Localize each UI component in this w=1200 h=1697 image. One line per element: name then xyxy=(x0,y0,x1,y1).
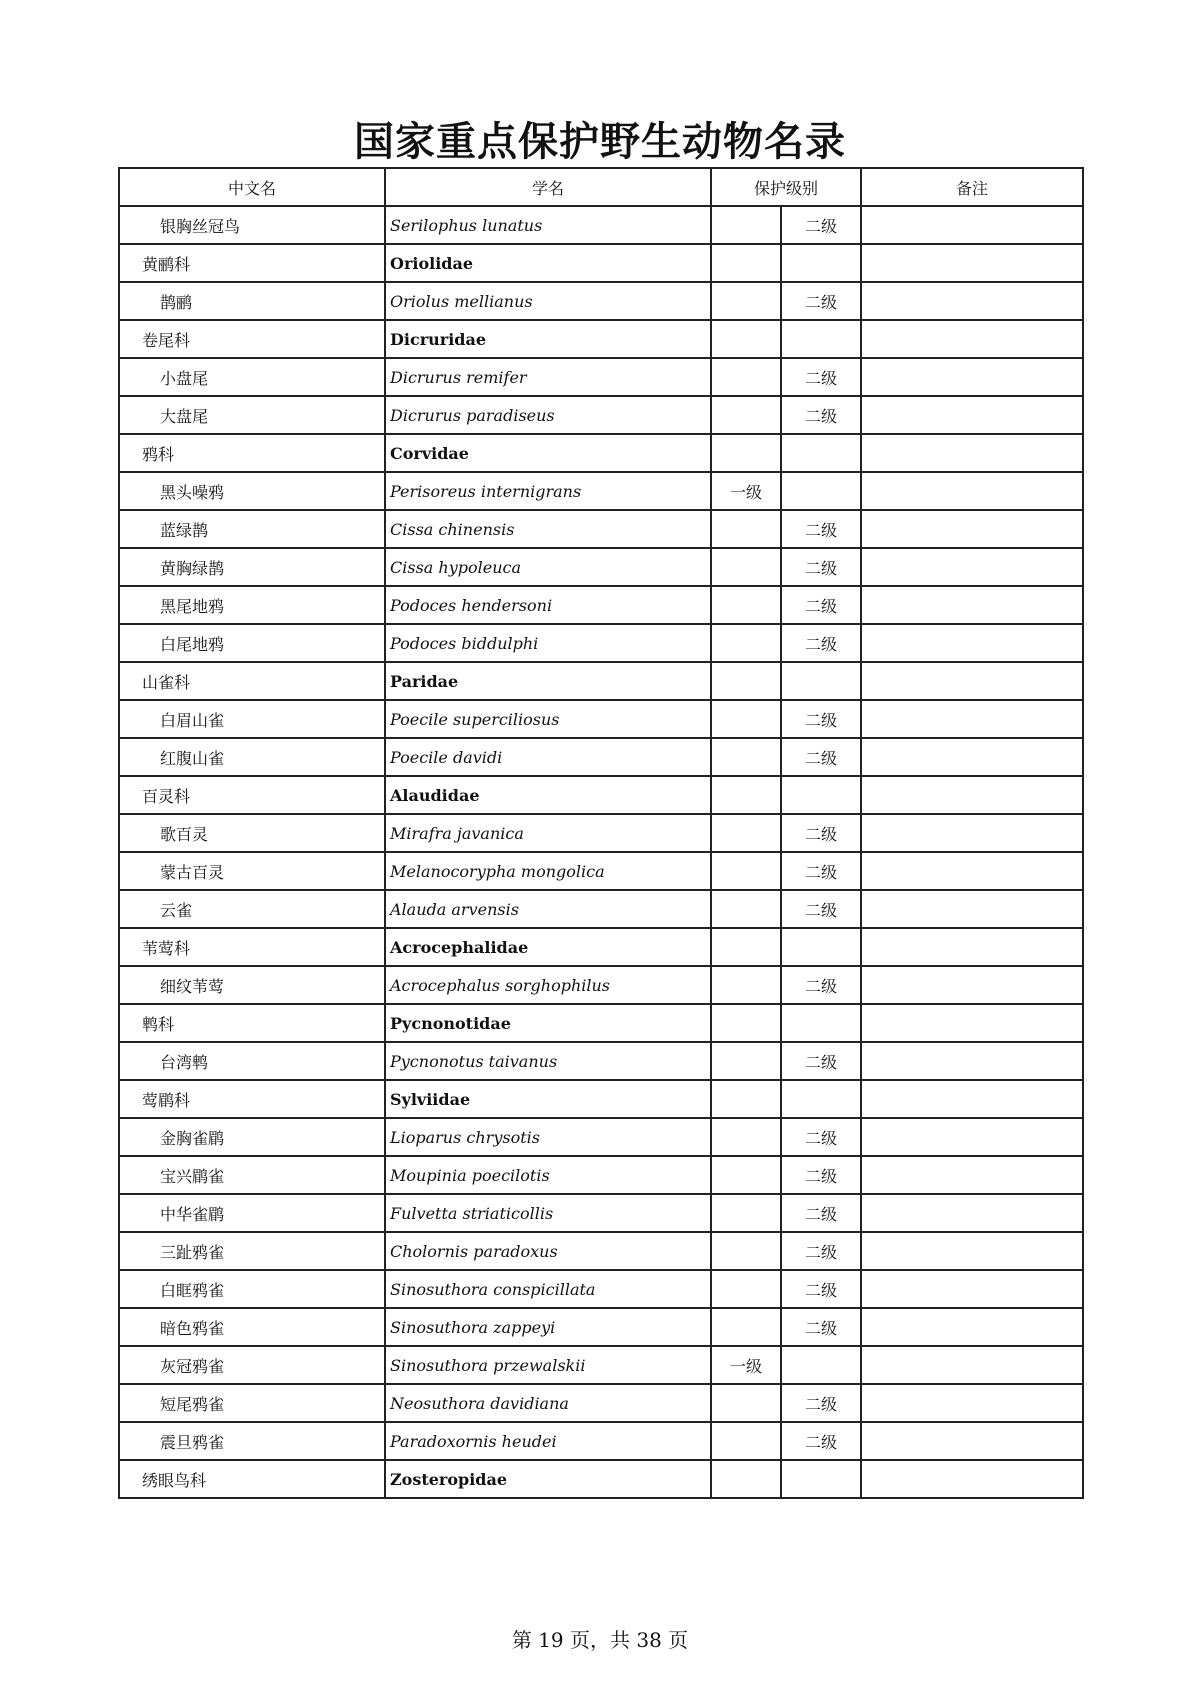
scientific-name-cell: Podoces hendersoni xyxy=(385,586,711,624)
family-row xyxy=(119,662,1083,700)
chinese-name-cell: 鹊鹂 xyxy=(119,282,385,320)
chinese-name-cell: 百灵科 xyxy=(119,776,385,814)
scientific-name-cell: Oriolidae xyxy=(385,244,711,282)
level-1-cell xyxy=(711,548,781,586)
chinese-name-cell: 细纹苇莺 xyxy=(119,966,385,1004)
level-1-cell xyxy=(711,1042,781,1080)
notes-cell xyxy=(861,966,1083,1004)
notes-cell xyxy=(861,586,1083,624)
notes-cell xyxy=(861,1004,1083,1042)
chinese-name-cell: 震旦鸦雀 xyxy=(119,1422,385,1460)
family-row xyxy=(119,928,1083,966)
level-1-cell xyxy=(711,1118,781,1156)
species-row xyxy=(119,510,1083,548)
notes-cell xyxy=(861,1460,1083,1498)
scientific-name-cell: Pycnonotidae xyxy=(385,1004,711,1042)
level-1-cell xyxy=(711,738,781,776)
level-2-cell xyxy=(781,1460,861,1498)
notes-cell xyxy=(861,548,1083,586)
species-row xyxy=(119,1346,1083,1384)
species-row xyxy=(119,358,1083,396)
species-row xyxy=(119,282,1083,320)
level-2-cell: 二级 xyxy=(781,814,861,852)
notes-cell xyxy=(861,624,1083,662)
scientific-name-cell: Sinosuthora zappeyi xyxy=(385,1308,711,1346)
level-1-cell xyxy=(711,890,781,928)
level-1-cell xyxy=(711,1270,781,1308)
level-2-cell: 二级 xyxy=(781,358,861,396)
family-row xyxy=(119,1080,1083,1118)
level-2-cell: 二级 xyxy=(781,1042,861,1080)
scientific-name-cell: Sylviidae xyxy=(385,1080,711,1118)
notes-cell xyxy=(861,320,1083,358)
scientific-name-cell: Cissa hypoleuca xyxy=(385,548,711,586)
scientific-name-cell: Cissa chinensis xyxy=(385,510,711,548)
level-2-cell: 二级 xyxy=(781,548,861,586)
scientific-name-cell: Alauda arvensis xyxy=(385,890,711,928)
family-row xyxy=(119,776,1083,814)
level-2-cell xyxy=(781,472,861,510)
level-2-cell: 二级 xyxy=(781,396,861,434)
level-2-cell: 二级 xyxy=(781,852,861,890)
scientific-name-cell: Acrocephalus sorghophilus xyxy=(385,966,711,1004)
level-2-cell: 二级 xyxy=(781,738,861,776)
chinese-name-cell: 灰冠鸦雀 xyxy=(119,1346,385,1384)
species-row xyxy=(119,396,1083,434)
chinese-name-cell: 中华雀鹛 xyxy=(119,1194,385,1232)
level-1-cell xyxy=(711,852,781,890)
level-1-cell xyxy=(711,1422,781,1460)
species-row xyxy=(119,1156,1083,1194)
level-1-cell xyxy=(711,624,781,662)
species-row xyxy=(119,738,1083,776)
level-2-cell: 二级 xyxy=(781,1422,861,1460)
chinese-name-cell: 黑头噪鸦 xyxy=(119,472,385,510)
notes-cell xyxy=(861,814,1083,852)
family-row xyxy=(119,320,1083,358)
chinese-name-cell: 三趾鸦雀 xyxy=(119,1232,385,1270)
notes-cell xyxy=(861,510,1083,548)
scientific-name-cell: Dicrurus paradiseus xyxy=(385,396,711,434)
notes-cell xyxy=(861,1422,1083,1460)
scientific-name-cell: Moupinia poecilotis xyxy=(385,1156,711,1194)
level-1-cell xyxy=(711,1194,781,1232)
level-1-cell xyxy=(711,358,781,396)
level-1-cell xyxy=(711,510,781,548)
notes-cell xyxy=(861,852,1083,890)
level-1-cell xyxy=(711,966,781,1004)
scientific-name-cell: Acrocephalidae xyxy=(385,928,711,966)
chinese-name-cell: 金胸雀鹛 xyxy=(119,1118,385,1156)
level-1-cell xyxy=(711,1080,781,1118)
level-1-cell xyxy=(711,662,781,700)
notes-cell xyxy=(861,396,1083,434)
scientific-name-cell: Paridae xyxy=(385,662,711,700)
level-2-cell: 二级 xyxy=(781,1156,861,1194)
scientific-name-cell: Cholornis paradoxus xyxy=(385,1232,711,1270)
chinese-name-cell: 大盘尾 xyxy=(119,396,385,434)
notes-cell xyxy=(861,472,1083,510)
level-1-cell xyxy=(711,206,781,244)
species-row xyxy=(119,1118,1083,1156)
level-1-cell xyxy=(711,434,781,472)
scientific-name-cell: Pycnonotus taivanus xyxy=(385,1042,711,1080)
notes-cell xyxy=(861,928,1083,966)
header-chinese-name: 中文名 xyxy=(119,168,385,206)
level-2-cell: 二级 xyxy=(781,1194,861,1232)
scientific-name-cell: Zosteropidae xyxy=(385,1460,711,1498)
chinese-name-cell: 黄鹂科 xyxy=(119,244,385,282)
level-2-cell: 二级 xyxy=(781,1270,861,1308)
species-row xyxy=(119,1422,1083,1460)
chinese-name-cell: 银胸丝冠鸟 xyxy=(119,206,385,244)
chinese-name-cell: 台湾鹎 xyxy=(119,1042,385,1080)
level-1-cell xyxy=(711,586,781,624)
level-2-cell xyxy=(781,244,861,282)
scientific-name-cell: Fulvetta striaticollis xyxy=(385,1194,711,1232)
scientific-name-cell: Serilophus lunatus xyxy=(385,206,711,244)
level-1-cell xyxy=(711,814,781,852)
level-2-cell: 二级 xyxy=(781,1384,861,1422)
chinese-name-cell: 宝兴鹛雀 xyxy=(119,1156,385,1194)
table-header xyxy=(119,168,1083,206)
chinese-name-cell: 蒙古百灵 xyxy=(119,852,385,890)
species-row xyxy=(119,966,1083,1004)
notes-cell xyxy=(861,1042,1083,1080)
level-2-cell xyxy=(781,320,861,358)
species-row xyxy=(119,1384,1083,1422)
scientific-name-cell: Melanocorypha mongolica xyxy=(385,852,711,890)
notes-cell xyxy=(861,1156,1083,1194)
family-row xyxy=(119,1004,1083,1042)
scientific-name-cell: Poecile superciliosus xyxy=(385,700,711,738)
level-2-cell: 二级 xyxy=(781,510,861,548)
scientific-name-cell: Neosuthora davidiana xyxy=(385,1384,711,1422)
level-2-cell: 二级 xyxy=(781,206,861,244)
species-row xyxy=(119,700,1083,738)
chinese-name-cell: 白眶鸦雀 xyxy=(119,1270,385,1308)
level-2-cell: 二级 xyxy=(781,282,861,320)
scientific-name-cell: Perisoreus internigrans xyxy=(385,472,711,510)
species-row xyxy=(119,624,1083,662)
notes-cell xyxy=(861,738,1083,776)
chinese-name-cell: 云雀 xyxy=(119,890,385,928)
notes-cell xyxy=(861,358,1083,396)
scientific-name-cell: Lioparus chrysotis xyxy=(385,1118,711,1156)
chinese-name-cell: 莺鹛科 xyxy=(119,1080,385,1118)
species-table xyxy=(118,167,1084,1499)
notes-cell xyxy=(861,1270,1083,1308)
chinese-name-cell: 歌百灵 xyxy=(119,814,385,852)
chinese-name-cell: 红腹山雀 xyxy=(119,738,385,776)
level-2-cell: 二级 xyxy=(781,966,861,1004)
level-2-cell xyxy=(781,928,861,966)
family-row xyxy=(119,434,1083,472)
level-2-cell: 二级 xyxy=(781,586,861,624)
level-2-cell xyxy=(781,1346,861,1384)
header-protection-level: 保护级别 xyxy=(711,168,861,206)
notes-cell xyxy=(861,206,1083,244)
level-2-cell: 二级 xyxy=(781,1118,861,1156)
species-row xyxy=(119,1232,1083,1270)
scientific-name-cell: Alaudidae xyxy=(385,776,711,814)
family-row xyxy=(119,1460,1083,1498)
level-1-cell xyxy=(711,1004,781,1042)
level-2-cell xyxy=(781,776,861,814)
species-row xyxy=(119,890,1083,928)
chinese-name-cell: 黑尾地鸦 xyxy=(119,586,385,624)
level-1-cell xyxy=(711,282,781,320)
level-1-cell: 一级 xyxy=(711,472,781,510)
level-1-cell xyxy=(711,396,781,434)
notes-cell xyxy=(861,700,1083,738)
notes-cell xyxy=(861,662,1083,700)
chinese-name-cell: 小盘尾 xyxy=(119,358,385,396)
chinese-name-cell: 白眉山雀 xyxy=(119,700,385,738)
level-2-cell: 二级 xyxy=(781,1308,861,1346)
notes-cell xyxy=(861,1308,1083,1346)
notes-cell xyxy=(861,1080,1083,1118)
notes-cell xyxy=(861,1384,1083,1422)
species-row xyxy=(119,1270,1083,1308)
scientific-name-cell: Podoces biddulphi xyxy=(385,624,711,662)
level-2-cell xyxy=(781,434,861,472)
level-1-cell xyxy=(711,1232,781,1270)
level-1-cell xyxy=(711,320,781,358)
species-row xyxy=(119,1042,1083,1080)
species-row xyxy=(119,814,1083,852)
notes-cell xyxy=(861,244,1083,282)
species-row xyxy=(119,586,1083,624)
species-row xyxy=(119,1308,1083,1346)
scientific-name-cell: Mirafra javanica xyxy=(385,814,711,852)
scientific-name-cell: Poecile davidi xyxy=(385,738,711,776)
level-2-cell: 二级 xyxy=(781,624,861,662)
level-1-cell xyxy=(711,700,781,738)
level-1-cell: 一级 xyxy=(711,1346,781,1384)
chinese-name-cell: 鹎科 xyxy=(119,1004,385,1042)
level-1-cell xyxy=(711,1460,781,1498)
level-2-cell xyxy=(781,662,861,700)
table-body xyxy=(119,206,1083,1498)
level-1-cell xyxy=(711,1156,781,1194)
scientific-name-cell: Sinosuthora conspicillata xyxy=(385,1270,711,1308)
header-notes: 备注 xyxy=(861,168,1083,206)
chinese-name-cell: 苇莺科 xyxy=(119,928,385,966)
chinese-name-cell: 绣眼鸟科 xyxy=(119,1460,385,1498)
header-scientific-name: 学名 xyxy=(385,168,711,206)
level-1-cell xyxy=(711,776,781,814)
level-2-cell: 二级 xyxy=(781,890,861,928)
chinese-name-cell: 鸦科 xyxy=(119,434,385,472)
level-1-cell xyxy=(711,1384,781,1422)
notes-cell xyxy=(861,1118,1083,1156)
chinese-name-cell: 黄胸绿鹊 xyxy=(119,548,385,586)
notes-cell xyxy=(861,282,1083,320)
chinese-name-cell: 短尾鸦雀 xyxy=(119,1384,385,1422)
scientific-name-cell: Oriolus mellianus xyxy=(385,282,711,320)
chinese-name-cell: 暗色鸦雀 xyxy=(119,1308,385,1346)
notes-cell xyxy=(861,1346,1083,1384)
species-row xyxy=(119,206,1083,244)
notes-cell xyxy=(861,1194,1083,1232)
notes-cell xyxy=(861,434,1083,472)
level-2-cell: 二级 xyxy=(781,700,861,738)
species-row xyxy=(119,472,1083,510)
header-row xyxy=(119,168,1083,206)
species-row xyxy=(119,548,1083,586)
species-row xyxy=(119,1194,1083,1232)
family-row xyxy=(119,244,1083,282)
scientific-name-cell: Corvidae xyxy=(385,434,711,472)
page-title: 国家重点保护野生动物名录 xyxy=(354,118,846,165)
level-2-cell xyxy=(781,1080,861,1118)
scientific-name-cell: Dicruridae xyxy=(385,320,711,358)
chinese-name-cell: 蓝绿鹊 xyxy=(119,510,385,548)
page-number: 第 19 页，共 38 页 xyxy=(511,1628,689,1652)
chinese-name-cell: 卷尾科 xyxy=(119,320,385,358)
level-2-cell xyxy=(781,1004,861,1042)
scientific-name-cell: Sinosuthora przewalskii xyxy=(385,1346,711,1384)
notes-cell xyxy=(861,890,1083,928)
chinese-name-cell: 山雀科 xyxy=(119,662,385,700)
species-row xyxy=(119,852,1083,890)
level-1-cell xyxy=(711,244,781,282)
scientific-name-cell: Paradoxornis heudei xyxy=(385,1422,711,1460)
level-1-cell xyxy=(711,928,781,966)
level-1-cell xyxy=(711,1308,781,1346)
notes-cell xyxy=(861,1232,1083,1270)
level-2-cell: 二级 xyxy=(781,1232,861,1270)
chinese-name-cell: 白尾地鸦 xyxy=(119,624,385,662)
scientific-name-cell: Dicrurus remifer xyxy=(385,358,711,396)
notes-cell xyxy=(861,776,1083,814)
